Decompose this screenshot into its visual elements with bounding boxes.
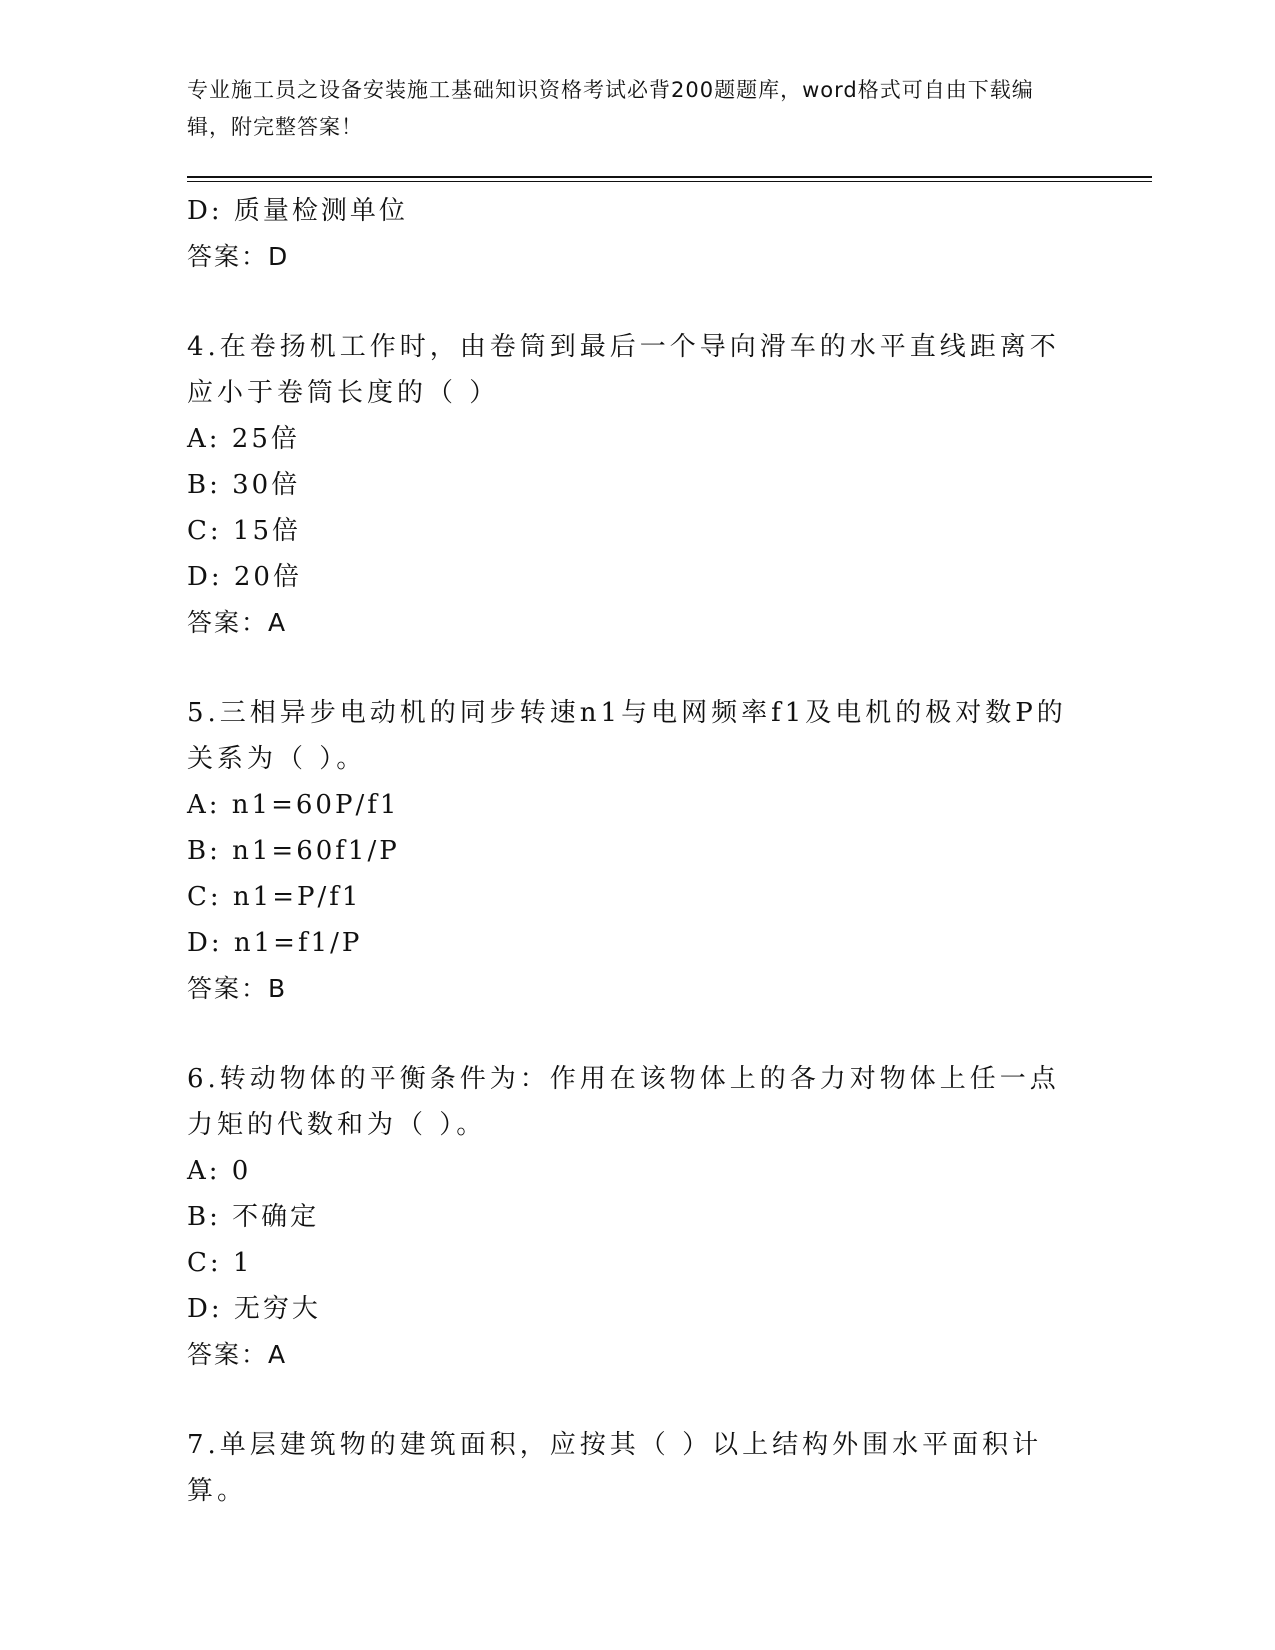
option-c: C: n1=P/f1	[187, 882, 362, 912]
answer-line: 答案：A	[187, 608, 288, 637]
answer-line: 答案：A	[187, 1340, 288, 1369]
header-divider-thin	[187, 181, 1152, 182]
option-c: C: 1	[187, 1248, 253, 1278]
option-a: A: 25倍	[187, 424, 300, 454]
option-b: B: 不确定	[187, 1202, 320, 1232]
option-b: B: n1=60f1/P	[187, 836, 400, 866]
option-c: C: 15倍	[187, 516, 302, 546]
option-a: A: 0	[187, 1156, 252, 1186]
answer-line: 答案：B	[187, 974, 288, 1003]
question-text: 7.单层建筑物的建筑面积，应按其（ ）以上结构外围水平面积计算。	[187, 1430, 1043, 1506]
question-list	[187, 188, 1067, 1514]
option-d: D: 20倍	[187, 562, 302, 592]
option-d: D: 无穷大	[187, 1294, 321, 1324]
option-b: B: 30倍	[187, 470, 301, 500]
question-text: 4.在卷扬机工作时，由卷筒到最后一个导向滑车的水平直线距离不应小于卷筒长度的（ ）	[187, 332, 1060, 408]
answer-line: 答案：D	[187, 242, 290, 271]
header-divider-thick	[187, 176, 1152, 178]
question-text: 5.三相异步电动机的同步转速n1与电网频率f1及电机的极对数P的关系为（ ）。	[187, 698, 1067, 774]
document-header: 专业施工员之设备安装施工基础知识资格考试必背200题题库，word格式可自由下载编辑，附完整答案！	[187, 78, 1034, 139]
option-d: D: n1=f1/P	[187, 928, 363, 958]
option-d: D: 质量检测单位	[187, 196, 408, 226]
question-text: 6.转动物体的平衡条件为：作用在该物体上的各力对物体上任一点力矩的代数和为（ ）。	[187, 1064, 1060, 1140]
option-a: A: n1=60P/f1	[187, 790, 400, 820]
